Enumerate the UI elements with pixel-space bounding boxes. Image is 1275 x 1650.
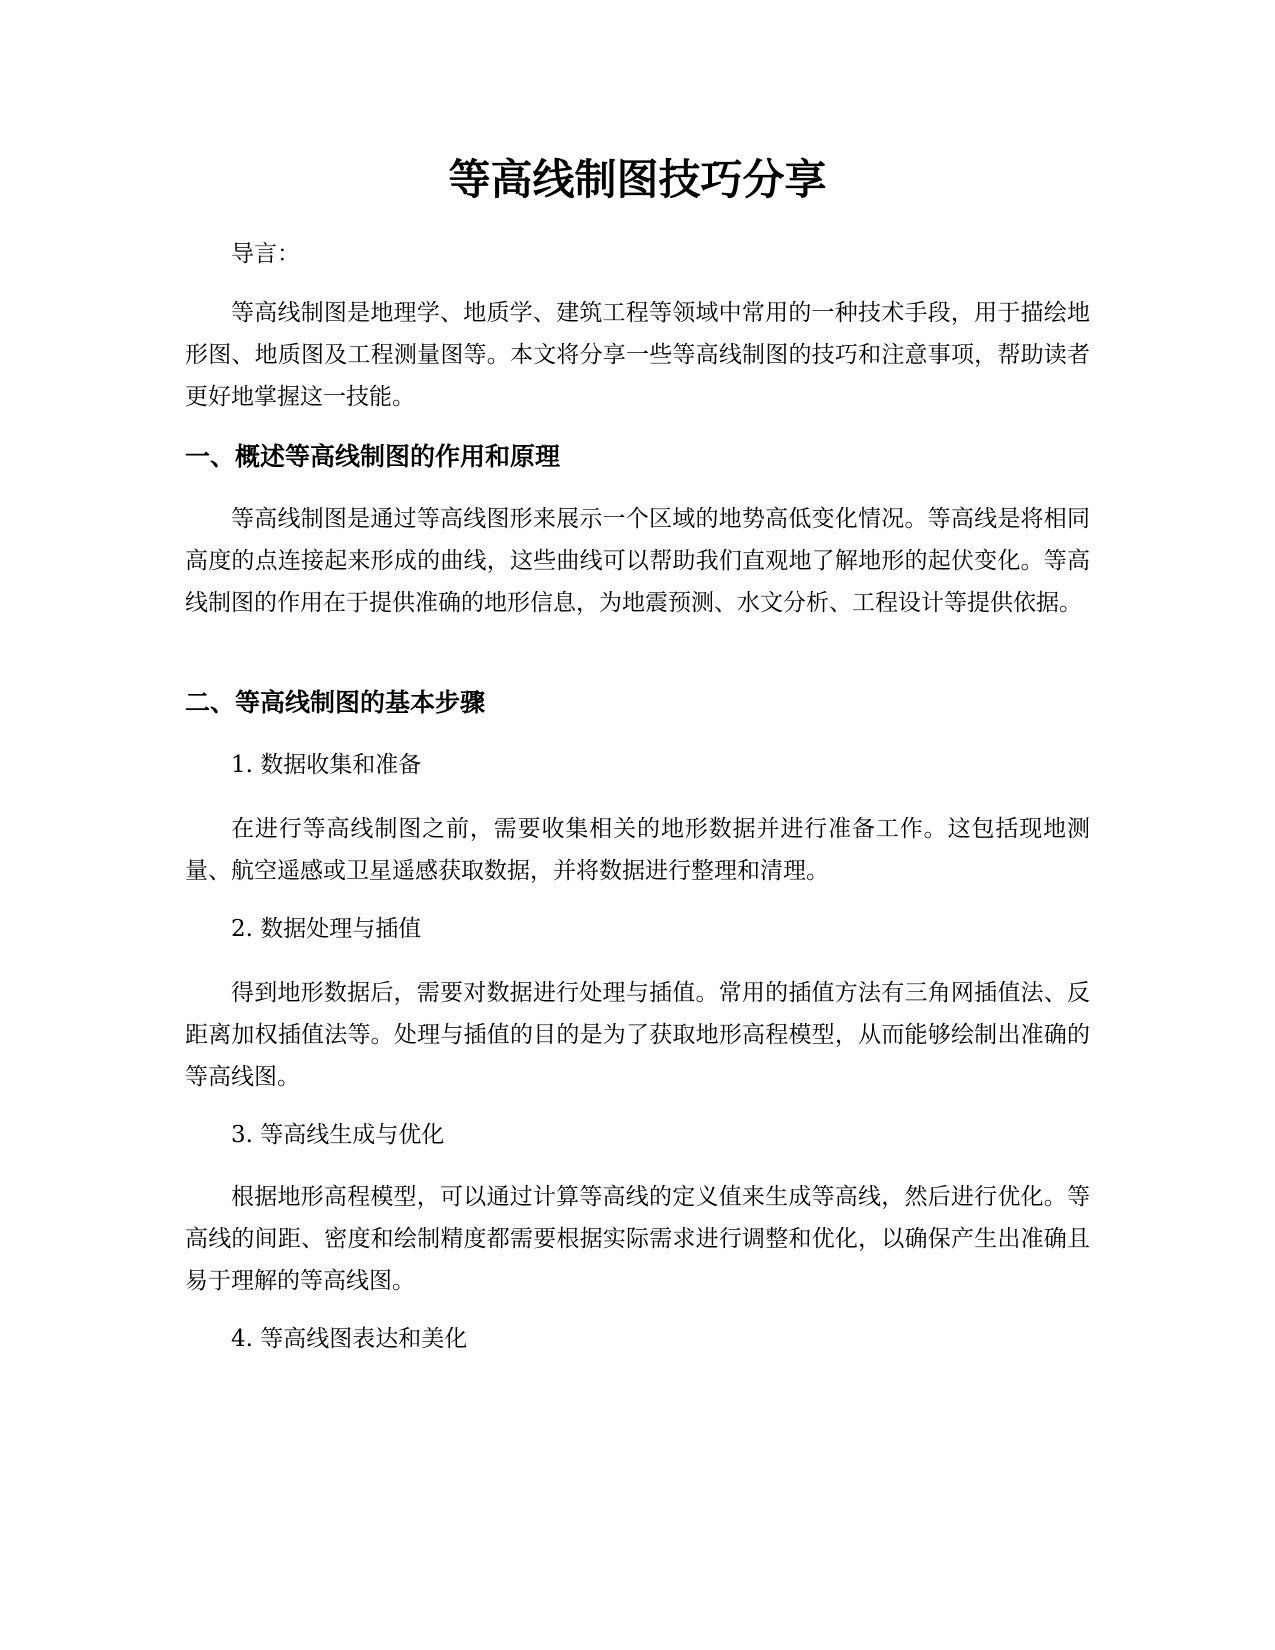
intro-paragraph: 等高线制图是地理学、地质学、建筑工程等领域中常用的一种技术手段，用于描绘地形图、地质图及工程测量图等。本文将分享一些等高线制图的技巧和注意事项，帮助读者更好地掌握这一技能。 <box>185 300 1090 410</box>
section-2-heading: 二、等高线制图的基本步骤 <box>185 688 486 717</box>
step-1-text: 在进行等高线制图之前，需要收集相关的地形数据并进行准备工作。这包括现地测量、航空遥感或卫星遥感获取数据，并将数据进行整理和清理。 <box>185 816 1090 884</box>
section-1-paragraph: 等高线制图是通过等高线图形来展示一个区域的地势高低变化情况。等高线是将相同高度的点连接起来形成的曲线，这些曲线可以帮助我们直观地了解地形的起伏变化。等高线制图的作用在于提供准确的地形信息，为地震预测、水文分析、工程设计等提供依据。 <box>185 506 1090 616</box>
section-1-heading: 一、概述等高线制图的作用和原理 <box>185 442 561 471</box>
intro-label: 导言： <box>231 241 300 267</box>
step-1-title: 1. 数据收集和准备 <box>231 752 422 778</box>
step-2-text: 得到地形数据后，需要对数据进行处理与插值。常用的插值方法有三角网插值法、反距离加权插值法等。处理与插值的目的是为了获取地形高程模型，从而能够绘制出准确的等高线图。 <box>185 980 1090 1090</box>
step-4-title: 4. 等高线图表达和美化 <box>231 1326 468 1352</box>
step-3-text: 根据地形高程模型，可以通过计算等高线的定义值来生成等高线，然后进行优化。等高线的间距、密度和绘制精度都需要根据实际需求进行调整和优化，以确保产生出准确且易于理解的等高线图。 <box>185 1184 1090 1294</box>
step-3-title: 3. 等高线生成与优化 <box>231 1122 445 1148</box>
step-2-title: 2. 数据处理与插值 <box>231 916 422 942</box>
document-title: 等高线制图技巧分享 <box>448 155 827 204</box>
